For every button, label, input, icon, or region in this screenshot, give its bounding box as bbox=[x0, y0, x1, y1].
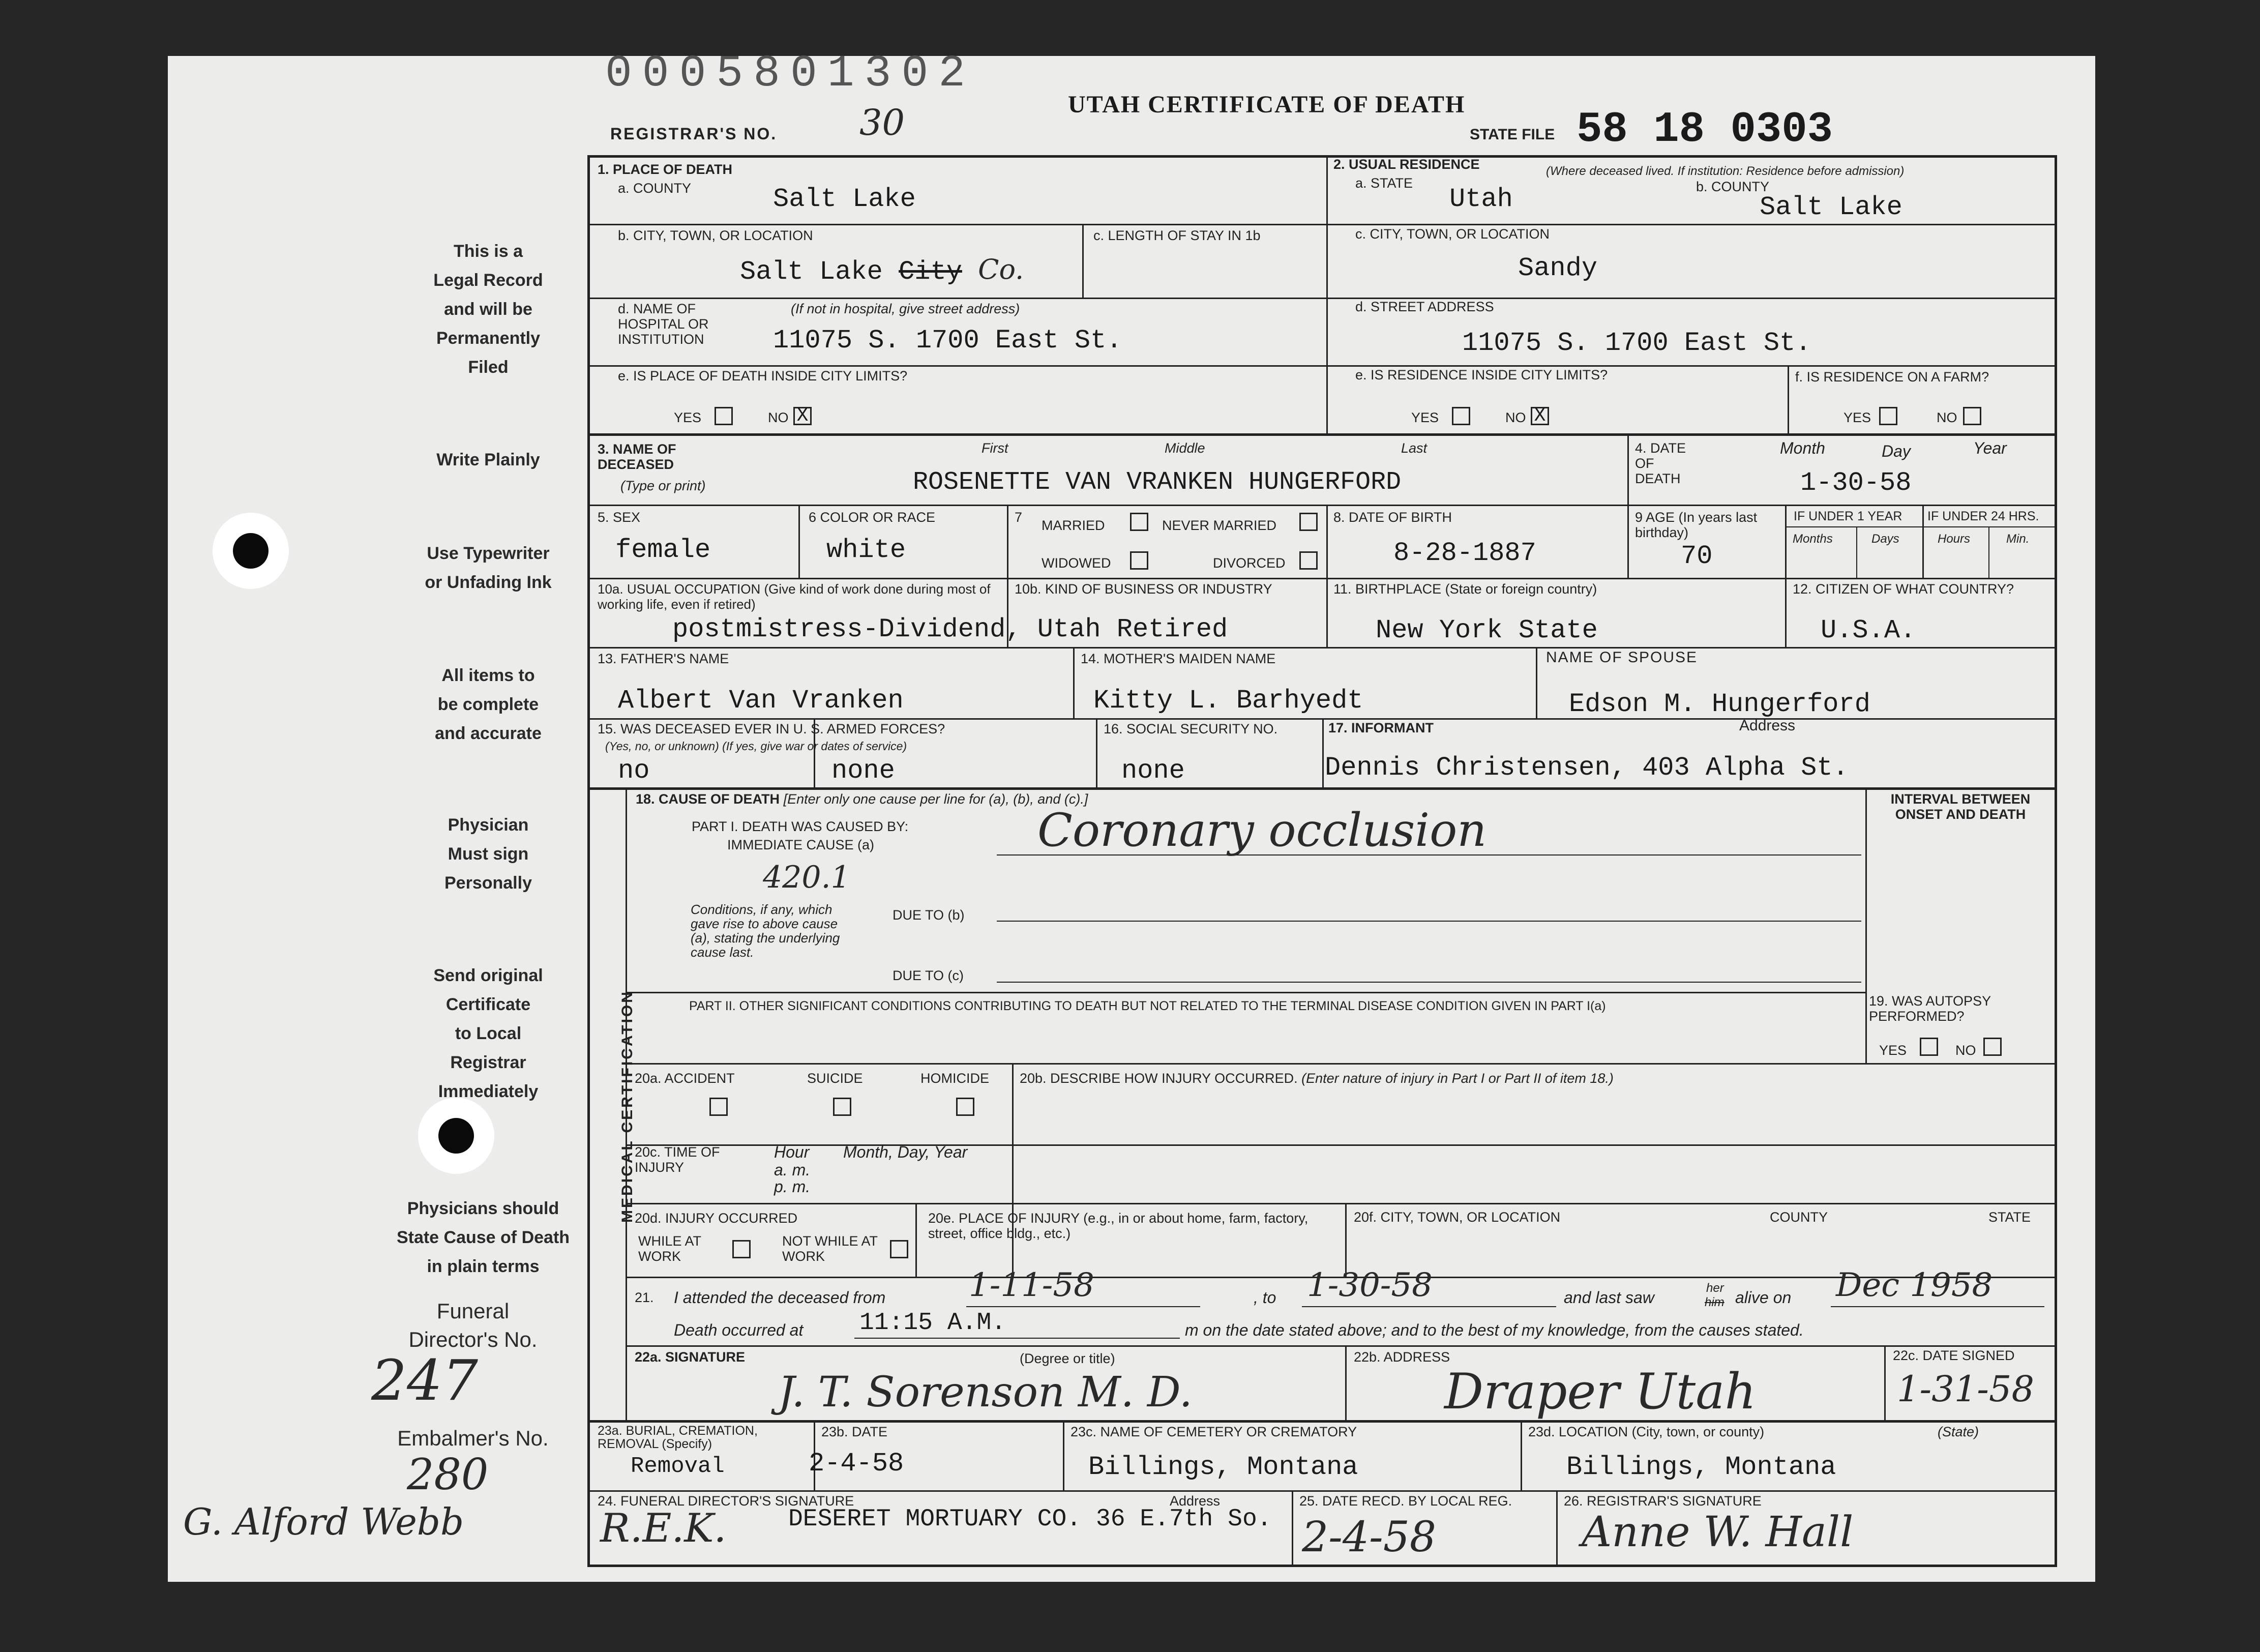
death-city bbox=[740, 253, 1024, 287]
hospital-note: (If not in hospital, give street address) bbox=[791, 301, 1020, 316]
armed-forces-note: (Yes, no, or unknown) (If yes, give war or dates of service) bbox=[605, 740, 907, 753]
accident-checkbox[interactable] bbox=[709, 1098, 728, 1116]
attended-from: 1-11-58 bbox=[969, 1266, 1094, 1304]
cause-label-text: 18. CAUSE OF DEATH bbox=[636, 791, 780, 807]
attended-from-line bbox=[966, 1306, 1200, 1307]
months-label: Months bbox=[1793, 532, 1833, 546]
row-line bbox=[587, 578, 2057, 579]
col-line bbox=[1345, 1203, 1347, 1277]
injury-city-label: 20f. CITY, TOWN, OR LOCATION bbox=[1354, 1210, 1561, 1225]
title-text: CERTIFICATE OF DEATH bbox=[1148, 91, 1466, 118]
homicide-checkbox[interactable] bbox=[956, 1098, 974, 1116]
pm-label: p. m. bbox=[774, 1177, 811, 1196]
never-married-label: NEVER MARRIED bbox=[1162, 518, 1277, 533]
write-plainly-note: Write Plainly bbox=[436, 450, 540, 469]
inside-limits-label: e. IS PLACE OF DEATH INSIDE CITY LIMITS? bbox=[618, 368, 908, 383]
row-line bbox=[587, 298, 2057, 299]
last-seen-line bbox=[1831, 1306, 2044, 1307]
last-seen-date: Dec 1958 bbox=[1836, 1266, 1993, 1304]
married-checkbox[interactable] bbox=[1130, 513, 1148, 531]
col-line bbox=[915, 1203, 917, 1277]
col-line bbox=[1322, 718, 1324, 787]
place-of-death-label: PLACE OF DEATH bbox=[613, 162, 733, 177]
last-label: Last bbox=[1401, 440, 1428, 456]
business-label: 10b. KIND OF BUSINESS OR INDUSTRY bbox=[1015, 581, 1272, 597]
registrar-no: 30 bbox=[859, 102, 905, 143]
typewriter-line: or Unfading Ink bbox=[425, 573, 552, 592]
state-cause-line: State Cause of Death bbox=[396, 1228, 570, 1247]
physician-signature: J. T. Sorenson M. D. bbox=[778, 1368, 1193, 1417]
age-label: 9 AGE (In years last birthday) bbox=[1635, 510, 1758, 540]
binder-hole-top bbox=[213, 513, 289, 589]
race-label: 6 COLOR OR RACE bbox=[809, 510, 936, 525]
legal-line: and will be bbox=[444, 300, 532, 319]
send-line: Certificate bbox=[445, 995, 531, 1014]
embalmer-signature: G. Alford Webb bbox=[183, 1500, 464, 1543]
date-signed-label: 22c. DATE SIGNED bbox=[1893, 1348, 2015, 1363]
under-1-year-label: IF UNDER 1 YEAR bbox=[1794, 509, 1902, 523]
him-label: him bbox=[1705, 1295, 1724, 1309]
item-1-number: 1. bbox=[598, 162, 609, 177]
hospital-label: d. NAME OF HOSPITAL OR INSTITUTION bbox=[618, 301, 709, 347]
not-while-at-work-label: NOT WHILE AT WORK bbox=[782, 1233, 878, 1264]
physician-line: Physician bbox=[448, 815, 529, 835]
funeral-director-no-label bbox=[356, 1297, 590, 1354]
row-line bbox=[587, 433, 2057, 436]
married-label: MARRIED bbox=[1042, 518, 1105, 533]
name-label: 3. NAME OF DECEASED bbox=[598, 441, 676, 472]
days-label: Days bbox=[1871, 532, 1899, 546]
under-year-divider bbox=[1785, 526, 2055, 527]
inside-no-label: NO bbox=[768, 410, 789, 425]
inside-yes-label: YES bbox=[674, 410, 702, 425]
complete-line: be complete bbox=[437, 695, 539, 714]
col-line bbox=[1326, 578, 1328, 647]
month-label: Month bbox=[1780, 439, 1825, 457]
funeral-label-line: Funeral bbox=[436, 1299, 510, 1323]
col-line bbox=[1884, 1345, 1886, 1420]
residence-state: Utah bbox=[1449, 184, 1513, 214]
injury-state-label: STATE bbox=[1988, 1210, 2031, 1225]
due-to-c-line bbox=[997, 982, 1861, 983]
day-label: Day bbox=[1882, 442, 1911, 460]
birthplace-label: 11. BIRTHPLACE (State or foreign country) bbox=[1333, 581, 1597, 597]
form-border-top bbox=[587, 155, 2057, 158]
attended-to-line bbox=[1302, 1306, 1556, 1307]
death-occurred-text: Death occurred at bbox=[674, 1321, 804, 1339]
suicide-label: SUICIDE bbox=[807, 1071, 863, 1086]
col-line bbox=[1012, 1063, 1014, 1277]
suicide-checkbox[interactable] bbox=[833, 1098, 851, 1116]
col-line bbox=[1063, 1420, 1064, 1490]
attended-to: 1-30-58 bbox=[1307, 1266, 1433, 1304]
death-city-name: Salt Lake bbox=[740, 257, 883, 287]
autopsy-yes-checkbox[interactable] bbox=[1920, 1038, 1938, 1056]
physician-line: Personally bbox=[444, 873, 532, 893]
never-married-checkbox[interactable] bbox=[1299, 513, 1318, 531]
row-line bbox=[587, 647, 2057, 648]
conditions-note: Conditions, if any, which gave rise to above cause (a), stating the underlying cause last. bbox=[691, 902, 840, 960]
attended-to-label: , to bbox=[1254, 1288, 1276, 1307]
typewriter-line: Use Typewriter bbox=[427, 544, 550, 563]
alive-on-text: alive on bbox=[1735, 1288, 1792, 1307]
hour-label: Hour bbox=[774, 1143, 810, 1161]
residence-inside-label: e. IS RESIDENCE INSIDE CITY LIMITS? bbox=[1355, 367, 1608, 382]
attendance-number: 21. bbox=[635, 1290, 654, 1305]
certificate-title bbox=[1068, 91, 1465, 119]
death-occurred-text-2: m on the date stated above; and to the best of my knowledge, from the causes stated. bbox=[1185, 1321, 1804, 1339]
binder-hole-bottom bbox=[418, 1098, 494, 1174]
armed-forces-service: none bbox=[831, 756, 895, 786]
row-line bbox=[626, 1203, 2055, 1204]
attended-text: I attended the deceased from bbox=[674, 1288, 886, 1307]
complete-line: All items to bbox=[441, 666, 535, 685]
citizen-value: U.S.A. bbox=[1821, 615, 1916, 645]
marital-number: 7 bbox=[1015, 510, 1023, 525]
state-cause-line: Physicians should bbox=[407, 1199, 559, 1218]
date-received-label: 25. DATE RECD. BY LOCAL REG. bbox=[1299, 1493, 1512, 1509]
armed-forces-label: 15. WAS DECEASED EVER IN U. S. ARMED FORCES? bbox=[598, 721, 945, 736]
medical-certification-label: MEDICAL CERTIFICATION bbox=[618, 990, 636, 1223]
death-county: Salt Lake bbox=[773, 184, 916, 214]
state-file-label: STATE FILE bbox=[1470, 126, 1555, 143]
cemetery-label: 23c. NAME OF CEMETERY OR CREMATORY bbox=[1070, 1424, 1357, 1439]
col-line bbox=[1292, 1490, 1293, 1565]
death-city-correction: Co. bbox=[978, 253, 1024, 285]
row-line bbox=[587, 1490, 2057, 1492]
row-line bbox=[587, 787, 2057, 790]
col-line bbox=[1627, 433, 1629, 505]
state-file-number: 58 18 0303 bbox=[1577, 106, 1833, 154]
col-line bbox=[1345, 1345, 1347, 1420]
immediate-cause-value: Coronary occlusion bbox=[1037, 804, 1487, 857]
col-line bbox=[1556, 1490, 1558, 1565]
res-inside-no-checkbox[interactable]: X bbox=[1531, 407, 1549, 425]
part-2-label: PART II. OTHER SIGNIFICANT CONDITIONS CONTRIBUTING TO DEATH BUT NOT RELATED TO THE TERMINAL DISEASE CONDITION GIVEN IN PART I(a) bbox=[689, 999, 1606, 1013]
farm-yes-checkbox[interactable] bbox=[1879, 407, 1897, 425]
father-name: Albert Van Vranken bbox=[618, 686, 904, 716]
spouse-label: NAME OF SPOUSE bbox=[1546, 649, 1698, 666]
race-value: white bbox=[826, 535, 906, 565]
homicide-label: HOMICIDE bbox=[920, 1071, 989, 1086]
immediate-cause-label: IMMEDIATE CAUSE (a) bbox=[727, 837, 875, 852]
citizen-label: 12. CITIZEN OF WHAT COUNTRY? bbox=[1793, 581, 2014, 597]
death-time: 11:15 A.M. bbox=[859, 1309, 1006, 1337]
residence-city: Sandy bbox=[1518, 253, 1598, 283]
cause-label-note: [Enter only one cause per line for (a), (b), and (c).] bbox=[783, 791, 1088, 807]
typewriter-note bbox=[386, 539, 590, 597]
complete-line: and accurate bbox=[435, 724, 542, 743]
legal-line: Legal Record bbox=[433, 271, 543, 290]
col-line bbox=[1627, 505, 1629, 578]
physician-line: Must sign bbox=[448, 844, 529, 864]
col-line bbox=[798, 505, 800, 578]
res-inside-yes-label: YES bbox=[1411, 410, 1439, 425]
sex-label: 5. SEX bbox=[598, 510, 641, 525]
accident-label: 20a. ACCIDENT bbox=[635, 1071, 735, 1086]
col-line bbox=[1326, 155, 1328, 433]
burial-date: 2-4-58 bbox=[809, 1449, 904, 1479]
while-at-work-checkbox[interactable] bbox=[732, 1240, 751, 1258]
due-to-b-line bbox=[997, 921, 1861, 922]
residence-city-label: c. CITY, TOWN, OR LOCATION bbox=[1355, 226, 1550, 242]
registrar-no-label: REGISTRAR'S NO. bbox=[610, 125, 778, 143]
burial-location-label: 23d. LOCATION (City, town, or county) bbox=[1528, 1424, 1765, 1439]
usual-residence-label: 2. USUAL RESIDENCE bbox=[1333, 157, 1480, 172]
col-line bbox=[1865, 787, 1867, 1063]
residence-county: Salt Lake bbox=[1760, 192, 1902, 222]
row-line bbox=[626, 1063, 2055, 1065]
burial-state-label: (State) bbox=[1938, 1424, 1979, 1439]
send-line: Immediately bbox=[438, 1082, 539, 1101]
res-inside-yes-checkbox[interactable] bbox=[1452, 407, 1470, 425]
residence-state-label: a. STATE bbox=[1355, 175, 1413, 191]
row-line bbox=[587, 365, 2057, 367]
registrar-signature-label: 26. REGISTRAR'S SIGNATURE bbox=[1564, 1493, 1762, 1509]
father-label: 13. FATHER'S NAME bbox=[598, 651, 729, 666]
date-of-death: 1-30-58 bbox=[1800, 468, 1912, 498]
res-inside-no-label: NO bbox=[1505, 410, 1526, 425]
legal-record-note bbox=[412, 237, 564, 382]
mother-label: 14. MOTHER'S MAIDEN NAME bbox=[1081, 651, 1276, 666]
funeral-director-label: 24. FUNERAL DIRECTOR'S SIGNATURE bbox=[598, 1493, 854, 1509]
occupation-label: 10a. USUAL OCCUPATION (Give kind of work done during most of working life, even if retired) bbox=[598, 581, 991, 612]
due-to-b-label: DUE TO (b) bbox=[893, 907, 965, 923]
birth-date-label: 8. DATE OF BIRTH bbox=[1333, 510, 1452, 525]
degree-label: (Degree or title) bbox=[1020, 1351, 1115, 1366]
place-of-injury-label: 20e. PLACE OF INJURY (e.g., in or about home, farm, factory, street, office bldg., etc.) bbox=[928, 1211, 1309, 1241]
informant-address-label: Address bbox=[1739, 717, 1796, 734]
autopsy-label: 19. WAS AUTOPSY PERFORMED? bbox=[1869, 993, 1991, 1024]
farm-no-label: NO bbox=[1937, 410, 1957, 425]
funeral-director-initials: R.E.K. bbox=[600, 1506, 727, 1551]
send-line: Send original bbox=[433, 966, 543, 985]
farm-yes-label: YES bbox=[1843, 410, 1871, 425]
city-label: b. CITY, TOWN, OR LOCATION bbox=[618, 228, 813, 243]
sex-value: female bbox=[615, 535, 711, 565]
autopsy-yes-label: YES bbox=[1879, 1043, 1907, 1058]
ssn-label: 16. SOCIAL SECURITY NO. bbox=[1104, 721, 1278, 736]
legal-line: Filed bbox=[468, 358, 509, 377]
part-1-label: PART I. DEATH WAS CAUSED BY: bbox=[692, 819, 909, 834]
burial-date-label: 23b. DATE bbox=[821, 1424, 888, 1439]
occupation-value: postmistress-Dividend, Utah Retired bbox=[672, 614, 1228, 644]
funeral-director-name: DESERET MORTUARY CO. 36 E.7th So. bbox=[788, 1506, 1272, 1533]
col-line bbox=[1856, 526, 1857, 578]
spouse-name: Edson M. Hungerford bbox=[1569, 689, 1870, 719]
row-line bbox=[587, 1420, 2057, 1423]
residence-street: 11075 S. 1700 East St. bbox=[1462, 328, 1811, 358]
divorced-label: DIVORCED bbox=[1213, 555, 1286, 571]
hours-label: Hours bbox=[1938, 532, 1971, 546]
state-cause-note bbox=[366, 1194, 600, 1281]
physician-note bbox=[402, 811, 575, 898]
col-line bbox=[1922, 505, 1924, 578]
widowed-checkbox[interactable] bbox=[1130, 551, 1148, 570]
row-line bbox=[587, 505, 2057, 506]
cause-of-death-label bbox=[636, 791, 1088, 807]
death-date-label: 4. DATE OF DEATH bbox=[1635, 440, 1686, 486]
form-border-left bbox=[587, 155, 590, 1567]
cemetery-name: Billings, Montana bbox=[1088, 1452, 1358, 1482]
time-of-injury-label: 20c. TIME OF INJURY bbox=[635, 1144, 720, 1175]
item-1-label bbox=[598, 162, 732, 177]
funeral-label-line: Director's No. bbox=[408, 1328, 538, 1351]
burial-location: Billings, Montana bbox=[1566, 1452, 1836, 1482]
ssn-value: none bbox=[1121, 756, 1185, 786]
birth-date: 8-28-1887 bbox=[1393, 538, 1536, 568]
autopsy-no-checkbox[interactable] bbox=[1983, 1038, 2002, 1056]
interval-label: INTERVAL BETWEEN ONSET AND DEATH bbox=[1890, 791, 2031, 822]
col-line bbox=[1326, 505, 1328, 578]
legal-line: This is a bbox=[453, 242, 523, 261]
farm-no-checkbox[interactable] bbox=[1963, 407, 1981, 425]
col-line bbox=[1082, 224, 1084, 298]
while-at-work-label: WHILE AT WORK bbox=[638, 1233, 701, 1264]
col-line bbox=[1536, 647, 1537, 718]
under-24-hrs-label: IF UNDER 24 HRS. bbox=[1927, 509, 2039, 523]
col-line bbox=[1007, 505, 1008, 578]
col-line bbox=[1788, 365, 1789, 433]
legal-line: Permanently bbox=[436, 329, 541, 348]
year-label: Year bbox=[1973, 439, 2007, 457]
send-line: Registrar bbox=[450, 1053, 526, 1072]
min-label: Min. bbox=[2006, 532, 2030, 546]
funeral-address-label: Address bbox=[1170, 1493, 1221, 1509]
injury-how-note: (Enter nature of injury in Part I or Part II of item 18.) bbox=[1301, 1071, 1614, 1086]
inside-yes-checkbox[interactable] bbox=[715, 407, 733, 425]
hospital-address: 11075 S. 1700 East St. bbox=[773, 326, 1122, 356]
am-label: a. m. bbox=[774, 1161, 811, 1179]
send-line: to Local bbox=[455, 1024, 522, 1043]
death-city-struck: City bbox=[899, 257, 962, 287]
complete-note bbox=[402, 661, 575, 748]
county-label: a. COUNTY bbox=[618, 181, 692, 196]
injury-county-label: COUNTY bbox=[1770, 1210, 1828, 1225]
signature-address-label: 22b. ADDRESS bbox=[1354, 1349, 1450, 1365]
last-saw-text: and last saw bbox=[1564, 1288, 1654, 1307]
widowed-label: WIDOWED bbox=[1042, 555, 1111, 571]
form-border-right bbox=[2055, 155, 2057, 1567]
street-label: d. STREET ADDRESS bbox=[1355, 299, 1494, 314]
residence-note: (Where deceased lived. If institution: Residence before admission) bbox=[1546, 164, 1905, 178]
col-line bbox=[1988, 526, 1989, 578]
stay-label: c. LENGTH OF STAY IN 1b bbox=[1093, 228, 1261, 243]
name-type-note: (Type or print) bbox=[620, 478, 706, 493]
funeral-director-no: 247 bbox=[371, 1348, 478, 1413]
due-to-c-label: DUE TO (c) bbox=[893, 968, 964, 983]
row-line bbox=[626, 1345, 2055, 1347]
signature-label: 22a. SIGNATURE bbox=[635, 1349, 746, 1365]
informant-value: Dennis Christensen, 403 Alpha St. bbox=[1325, 753, 1849, 783]
embalmer-no-label: Embalmer's No. bbox=[397, 1426, 549, 1450]
row-line bbox=[626, 992, 1866, 993]
informant-label: 17. INFORMANT bbox=[1328, 720, 1434, 735]
col-line bbox=[1073, 647, 1075, 718]
col-line bbox=[1785, 578, 1787, 647]
divorced-checkbox[interactable] bbox=[1299, 551, 1318, 570]
armed-forces-value: no bbox=[618, 756, 650, 786]
death-time-line bbox=[854, 1338, 1180, 1339]
physician-address: Draper Utah bbox=[1444, 1363, 1757, 1420]
col-line bbox=[1785, 505, 1787, 578]
her-label: her bbox=[1706, 1281, 1724, 1295]
farm-label: f. IS RESIDENCE ON A FARM? bbox=[1795, 369, 1989, 385]
burial-type: Removal bbox=[631, 1454, 725, 1479]
autopsy-no-label: NO bbox=[1955, 1043, 1976, 1058]
burial-label: 23a. BURIAL, CREMATION, REMOVAL (Specify) bbox=[598, 1424, 758, 1451]
embalmer-no: 280 bbox=[407, 1450, 489, 1499]
residence-county-label: b. COUNTY bbox=[1696, 179, 1770, 194]
birthplace-value: New York State bbox=[1376, 615, 1598, 645]
injury-how-label bbox=[1020, 1071, 1614, 1086]
date-signed: 1-31-58 bbox=[1897, 1368, 2034, 1410]
serial-number: 0005801302 bbox=[605, 49, 976, 99]
form-border-bottom bbox=[587, 1565, 2057, 1567]
row-line bbox=[587, 224, 2057, 225]
col-line bbox=[1521, 1420, 1522, 1490]
cause-code: 420.1 bbox=[763, 860, 850, 895]
middle-label: Middle bbox=[1165, 440, 1205, 456]
month-day-year-label: Month, Day, Year bbox=[843, 1143, 968, 1161]
row-line bbox=[626, 1144, 2055, 1146]
date-received: 2-4-58 bbox=[1302, 1513, 1437, 1561]
first-label: First bbox=[982, 440, 1008, 456]
registrar-signature: Anne W. Hall bbox=[1582, 1508, 1854, 1556]
age-value: 70 bbox=[1681, 541, 1713, 571]
deceased-name: ROSENETTE VAN VRANKEN HUNGERFORD bbox=[913, 468, 1402, 497]
inside-no-checkbox[interactable]: X bbox=[793, 407, 812, 425]
send-original-note bbox=[397, 961, 580, 1106]
mother-name: Kitty L. Barhyedt bbox=[1093, 686, 1363, 716]
title-state: UTAH bbox=[1068, 91, 1141, 118]
injury-occurred-label: 20d. INJURY OCCURRED bbox=[635, 1211, 798, 1226]
not-while-at-work-checkbox[interactable] bbox=[890, 1240, 908, 1258]
injury-how-text: 20b. DESCRIBE HOW INJURY OCCURRED. bbox=[1020, 1071, 1298, 1086]
col-line bbox=[1096, 718, 1097, 787]
state-cause-line: in plain terms bbox=[427, 1257, 540, 1276]
